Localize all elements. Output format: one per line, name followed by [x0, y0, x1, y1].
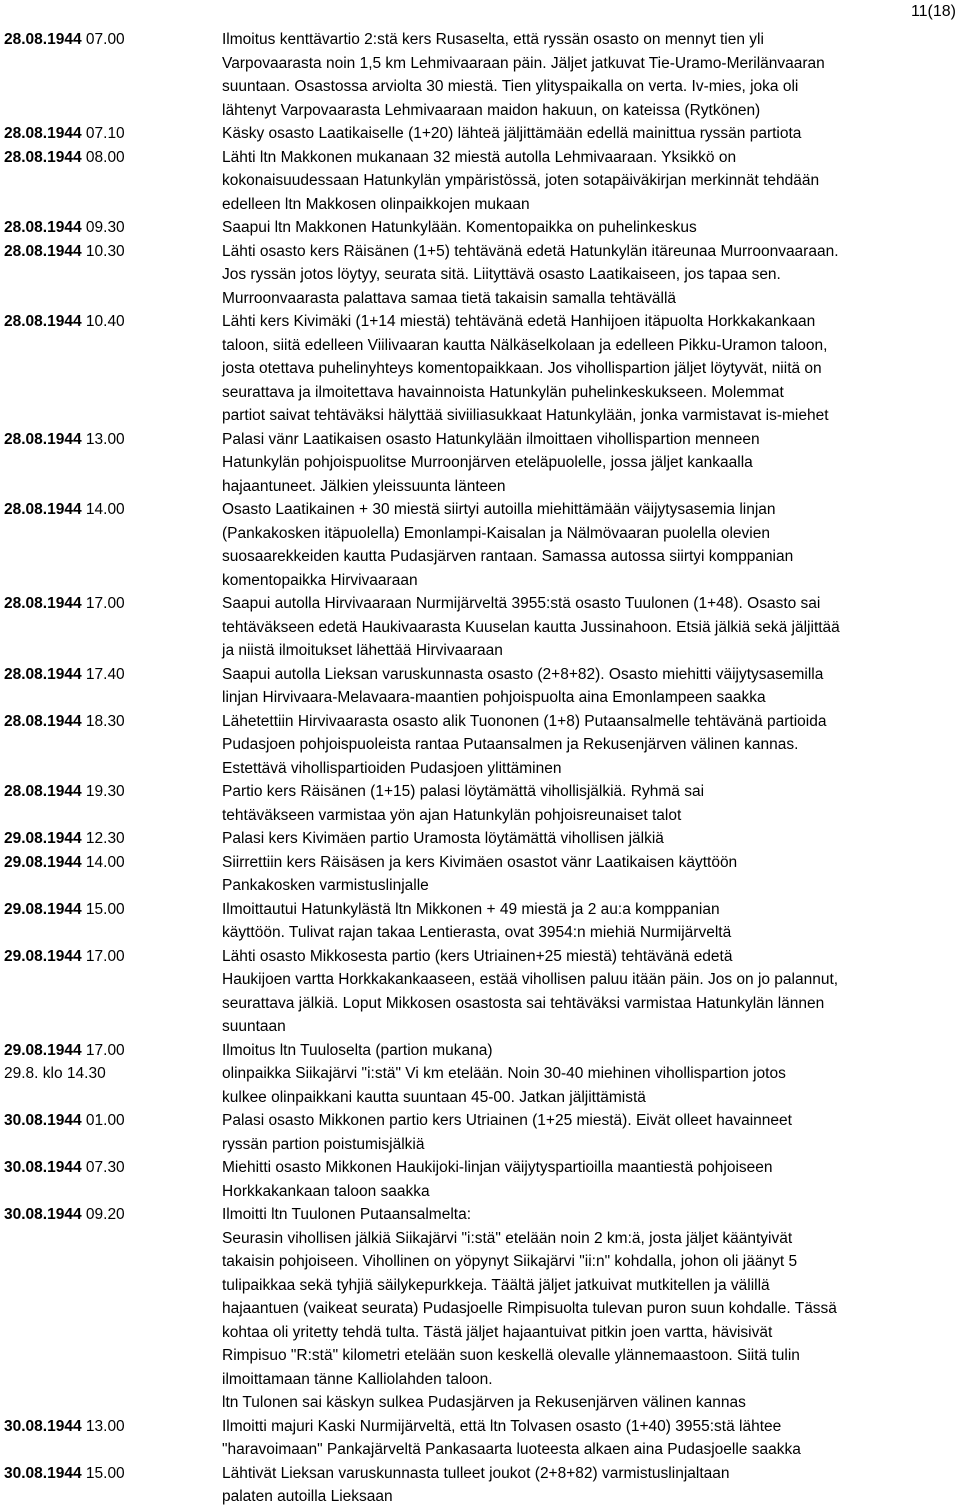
entry-date: 28.08.1944 [4, 219, 82, 236]
entry-text-line: hajaantuneet. Jälkien yleissuunta länteen [222, 477, 506, 495]
entry-text [222, 1156, 956, 1203]
entry-date: 28.08.1944 [4, 125, 82, 142]
entry-time: 17.00 [85, 947, 125, 965]
entry-text-line: taloon, siitä edelleen Viilivaaran kautta Nälkäselkolaan ja edelleen Pikku-Uramon taloon, [222, 336, 828, 354]
entry-date: 28.08.1944 [4, 430, 82, 448]
entry-date: 29.08.1944 [4, 947, 82, 965]
entry-time: 14.00 [85, 501, 125, 518]
entry-text-line: seurattava ja ilmoitettava havainnoista Hatunkylän puhelinkeskukseen. Molemmat [222, 383, 784, 401]
entry-text-line: Horkkakankaan taloon saakka [222, 1182, 430, 1200]
entry-text-line: (Pankakosken itäpuolella) Emonlampi-Kaisalan ja Nälmövaaran puolella olevien [222, 524, 770, 542]
entry-date: 28.08.1944 [4, 501, 82, 518]
page-number: 11(18) [910, 3, 956, 20]
entry-timestamp [4, 1462, 222, 1486]
entry-timestamp [4, 1415, 222, 1439]
entry-text-line: lähtenyt Varpovaarasta Lehmivaaraan maidon hakuun, on kateissa (Rytkönen) [222, 101, 761, 119]
entry-text-line: Ilmoitus ltn Tuuloselta (partion mukana) [222, 1041, 493, 1059]
log-entry [4, 1039, 956, 1063]
entry-text-line: Jos ryssän jotos löytyy, seurata sitä. Liityttävä osasto Laatikaiseen, jos tapaa sen. [222, 266, 781, 283]
entry-text [222, 498, 956, 592]
log-entry [4, 710, 956, 781]
entry-time: 15.00 [85, 1464, 125, 1482]
entry-text-line: Palasi vänr Laatikaisen osasto Hatunkylään ilmoittaen vihollispartion menneen [222, 430, 760, 448]
entry-time: 10.30 [85, 242, 125, 260]
entry-timestamp [4, 310, 222, 334]
entry-time: 15.00 [85, 900, 125, 918]
entry-text-line: Lähtivät Lieksan varuskunnasta tulleet joukot (2+8+82) varmistuslinjaltaan [222, 1464, 730, 1482]
entry-text-line: edelleen ltn Makkosen olinpaikkojen mukaan [222, 195, 530, 213]
log-entry [4, 28, 956, 122]
entry-time: 07.10 [85, 125, 125, 142]
entry-text-line: Pudasjoen pohjoispuoleista rantaa Putaansalmen ja Rekusenjärven välinen kannas. [222, 736, 799, 753]
entry-timestamp [4, 663, 222, 687]
entry-timestamp [4, 1062, 222, 1086]
entry-text-line: Haukijoen vartta Horkkakankaaseen, estää vihollisen paluu itään päin. Jos on jo palannut, [222, 971, 839, 988]
entry-timestamp [4, 216, 222, 240]
entry-text-line: olinpaikka Siikajärvi "i:stä" Vi km etelään. Noin 30-40 miehinen vihollispartion jotos [222, 1065, 786, 1082]
entry-timestamp [4, 146, 222, 170]
entry-time: 09.20 [85, 1206, 125, 1223]
log-entry [4, 310, 956, 428]
entry-text-line: käyttöön. Tulivat rajan takaa Lentierasta, ovat 3954:n miehiä Nurmijärveltä [222, 924, 732, 941]
log-entry [4, 146, 956, 217]
entry-text [222, 592, 956, 663]
entry-text-line: Ilmoitti majuri Kaski Nurmijärveltä, että ltn Tolvasen osasto (1+40) 3955:stä lähtee [222, 1417, 782, 1435]
entry-text-line: Pankakosken varmistuslinjalle [222, 877, 429, 894]
entry-date: 28.08.1944 [4, 313, 82, 330]
entry-time: 17.40 [85, 665, 125, 683]
entry-text-line: Ilmoittautui Hatunkylästä ltn Mikkonen + 49 miestä ja 2 au:a komppanian [222, 900, 720, 918]
entry-time: 08.00 [85, 148, 125, 166]
log-entry [4, 1062, 956, 1109]
entry-date: 29.08.1944 [4, 830, 82, 847]
entry-text-line: Lähti osasto Mikkosesta partio (kers Utriainen+25 miestä) tehtävänä edetä [222, 947, 733, 965]
log-entry [4, 945, 956, 1039]
entry-text-line: palaten autoilla Lieksaan [222, 1488, 393, 1505]
log-entry [4, 1156, 956, 1203]
log-entry [4, 1203, 956, 1415]
entry-date: 29.08.1944 [4, 1041, 82, 1059]
log-entry [4, 780, 956, 827]
entry-timestamp [4, 1039, 222, 1063]
entry-timestamp [4, 240, 222, 264]
entry-text [222, 710, 956, 781]
entry-text [222, 1462, 956, 1509]
entry-time: 07.00 [85, 31, 125, 48]
entry-text-line: Lähti osasto kers Räisänen (1+5) tehtävänä edetä Hatunkylän itäreunaa Murroonvaaraan. [222, 242, 839, 260]
entry-text-line: tehtäväkseen edetä Haukivaarasta Kuuselan kautta Jussinahoon. Etsiä jälkiä sekä jäljittää [222, 618, 840, 636]
entry-date: 30.08.1944 [4, 1206, 82, 1223]
entry-text-line: ryssän partion poistumisjälkiä [222, 1135, 425, 1153]
entry-text [222, 1062, 956, 1109]
entry-time: 14.30 [66, 1065, 106, 1082]
entry-text-line: suuntaan [222, 1018, 286, 1035]
entry-date: 29.08.1944 [4, 900, 82, 918]
entry-time: 17.00 [85, 1041, 125, 1059]
log-entry [4, 428, 956, 499]
entry-text [222, 827, 956, 851]
log-entry [4, 827, 956, 851]
entry-text-line: Varpovaarasta noin 1,5 km Lehmivaaraan päin. Jäljet jatkuvat Tie-Uramo-Merilänvaaran [222, 54, 825, 72]
log-entry [4, 851, 956, 898]
entry-text-line: josta otettava puhelinyhteys komentopaikkaan. Jos vihollispartion jäljet löytyvät, niitä on [222, 360, 822, 377]
entry-text [222, 945, 956, 1039]
entry-text-line: takaisin pohjoiseen. Vihollinen on yöpynyt Siikajärvi "ii:n" kohdalla, johon oli jäänyt 5 [222, 1253, 798, 1270]
entry-text [222, 780, 956, 827]
log-entry [4, 216, 956, 240]
entry-text [222, 146, 956, 217]
entry-text-line: tulipaikkaa sekä tyhjiä säilykepurkkeja. Täältä jäljet jatkuivat mutkitellen ja välillä [222, 1276, 770, 1294]
entry-timestamp [4, 898, 222, 922]
entry-timestamp [4, 780, 222, 804]
entry-date: 28.08.1944 [4, 31, 82, 48]
entry-text-line: suosaarekkeiden kautta Pudasjärven rantaan. Samassa autossa siirtyi komppanian [222, 548, 794, 565]
entry-text [222, 310, 956, 428]
entry-date: 28.08.1944 [4, 242, 82, 260]
entry-text [222, 28, 956, 122]
entry-text-line: Hatunkylän pohjoispuolitse Murroonjärven eteläpuolelle, jossa jäljet kankaalla [222, 454, 753, 471]
log-entry [4, 240, 956, 311]
entry-timestamp [4, 498, 222, 522]
entry-text [222, 1109, 956, 1156]
entry-time: 17.00 [85, 595, 125, 612]
entry-text-line: seurattava jälkiä. Loput Mikkosen osastosta sai tehtäväksi varmistaa Hatunkylän lännen [222, 994, 825, 1012]
entry-time: 14.00 [85, 853, 125, 871]
log-entry [4, 663, 956, 710]
entry-text [222, 240, 956, 311]
entry-time: 18.30 [85, 712, 125, 730]
entry-date: 28.08.1944 [4, 665, 82, 683]
entry-timestamp [4, 428, 222, 452]
entry-text-line: komentopaikka Hirvivaaraan [222, 571, 418, 589]
entry-text-line: suuntaan. Osastossa arviolta 30 miestä. Tien ylityspaikalla on verta. Iv-mies, joka oli [222, 78, 799, 95]
entry-date: 28.08.1944 [4, 148, 82, 166]
entry-text-line: Lähetettiin Hirvivaarasta osasto alik Tuononen (1+8) Putaansalmelle tehtävänä partioida [222, 712, 827, 730]
entry-text-line: Ilmoitus kenttävartio 2:stä kers Rusaselta, että ryssän osasto on mennyt tien yli [222, 31, 764, 48]
entry-text-line: kohtaa oli yritetty tehdä tulta. Tästä jäljet hajaantuivat pitkin joen vartta, hävisivät [222, 1323, 773, 1341]
entry-timestamp [4, 592, 222, 616]
entry-text [222, 898, 956, 945]
entry-timestamp [4, 122, 222, 146]
entry-date: 28.08.1944 [4, 712, 82, 730]
entry-text-line: Palasi kers Kivimäen partio Uramosta löytämättä vihollisen jälkiä [222, 830, 664, 847]
entry-text-line: Lähti ltn Makkonen mukanaan 32 miestä autolla Lehmivaaraan. Yksikkö on [222, 148, 737, 166]
entry-text-line: Estettävä vihollispartioiden Pudasjoen ylittäminen [222, 759, 562, 777]
entry-text-line: kokonaisuudessaan Hatunkylän ympäristössä, joten sotapäiväkirjan merkinnät tehdään [222, 172, 820, 189]
entry-text-line: hajaantuen (vaikeat seurata) Pudasjoelle Rimpisuolta tulevan puron suun kohdalle. Tässä [222, 1300, 837, 1317]
entry-text [222, 663, 956, 710]
entry-text-line: Siirrettiin kers Räisäsen ja kers Kivimäen osastot vänr Laatikaisen käyttöön [222, 853, 738, 871]
entry-time: 12.30 [85, 830, 125, 847]
entry-text-line: ilmoittamaan tänne Kalliolahden taloon. [222, 1370, 493, 1388]
entry-text-line: ltn Tulonen sai käskyn sulkea Pudasjärven ja Rekusenjärven välinen kannas [222, 1394, 746, 1411]
entry-text-line: "haravoimaan" Pankajärveltä Pankasaarta luoteesta alkaen aina Pudasjoelle saakka [222, 1441, 801, 1458]
entry-text-line: Miehitti osasto Mikkonen Haukijoki-linjan väijytyspartioilla maantiestä pohjoiseen [222, 1159, 773, 1176]
entry-time: 13.00 [85, 1417, 125, 1435]
entry-text-line: Lähti kers Kivimäki (1+14 miestä) tehtävänä edetä Hanhijoen itäpuolta Horkkakankaan [222, 313, 816, 330]
log-entry [4, 1462, 956, 1509]
entry-date: 29.8. klo [4, 1065, 63, 1082]
entry-timestamp [4, 851, 222, 875]
log-entry [4, 898, 956, 945]
entry-text-line: Murroonvaarasta palattava samaa tietä takaisin samalla tehtävällä [222, 289, 677, 307]
entry-date: 29.08.1944 [4, 853, 82, 871]
entry-timestamp [4, 827, 222, 851]
entry-text [222, 122, 956, 146]
entry-text-line: Osasto Laatikainen + 30 miestä siirtyi autoilla miehittämään väijytysasemia linjan [222, 501, 776, 518]
entry-timestamp [4, 710, 222, 734]
entry-text-line: tehtäväkseen varmistaa yön ajan Hatunkylän pohjoisreunaiset talot [222, 806, 682, 824]
entry-text-line: linjan Hirvivaara-Melavaara-maantien pohjoispuolta aina Emonlampeen saakka [222, 689, 766, 706]
entry-time: 10.40 [85, 313, 125, 330]
entry-text-line: Käsky osasto Laatikaiselle (1+20) lähteä jäljittämään edellä mainittua ryssän partiota [222, 125, 802, 142]
log-entry [4, 1109, 956, 1156]
entry-text-line: Saapui autolla Hirvivaaraan Nurmijärveltä 3955:stä osasto Tuulonen (1+48). Osasto sai [222, 595, 821, 612]
log-entry [4, 498, 956, 592]
log-entry [4, 592, 956, 663]
entry-text [222, 1203, 956, 1415]
entry-date: 30.08.1944 [4, 1112, 82, 1129]
entry-time: 19.30 [85, 783, 125, 800]
entry-date: 30.08.1944 [4, 1159, 82, 1176]
entry-date: 28.08.1944 [4, 783, 82, 800]
entry-text-line: Partio kers Räisänen (1+15) palasi löytämättä vihollisjälkiä. Ryhmä sai [222, 783, 705, 800]
entry-text-line: ja niistä ilmoitukset lähettää Hirvivaaraan [222, 642, 503, 659]
entry-timestamp [4, 945, 222, 969]
entry-text [222, 851, 956, 898]
entry-text [222, 216, 956, 240]
entry-timestamp [4, 1109, 222, 1133]
entry-text-line: partiot saivat tehtäväksi hälyttää siviiliasukkaat Hatunkylään, jonka varmistavat is-miehet [222, 407, 829, 424]
entry-text-line: Ilmoitti ltn Tuulonen Putaansalmelta: [222, 1206, 471, 1223]
entry-text-line: Saapui ltn Makkonen Hatunkylään. Komentopaikka on puhelinkeskus [222, 219, 697, 236]
log-entry [4, 122, 956, 146]
entry-text [222, 1039, 956, 1063]
entry-date: 28.08.1944 [4, 595, 82, 612]
entry-time: 01.00 [85, 1112, 125, 1129]
entry-timestamp [4, 1156, 222, 1180]
log-entry [4, 1415, 956, 1462]
entry-timestamp [4, 1203, 222, 1227]
entry-text-line: kulkee olinpaikkani kautta suuntaan 45-00. Jatkan jäljittämistä [222, 1088, 646, 1106]
entry-text-line: Seurasin vihollisen jälkiä Siikajärvi "i:stä" etelään noin 2 km:ä, josta jäljet kääntyivät [222, 1229, 793, 1247]
entry-time: 07.30 [85, 1159, 125, 1176]
entry-text [222, 428, 956, 499]
war-diary-log [4, 28, 956, 1509]
entry-date: 30.08.1944 [4, 1417, 82, 1435]
entry-timestamp [4, 28, 222, 52]
entry-text [222, 1415, 956, 1462]
entry-time: 09.30 [85, 219, 125, 236]
entry-text-line: Saapui autolla Lieksan varuskunnasta osasto (2+8+82). Osasto miehitti väijytysasemilla [222, 665, 824, 683]
entry-date: 30.08.1944 [4, 1464, 82, 1482]
entry-text-line: Rimpisuo "R:stä" kilometri etelään suon keskellä olevalle ylännemaastoon. Siitä tulin [222, 1347, 800, 1364]
entry-time: 13.00 [85, 430, 125, 448]
entry-text-line: Palasi osasto Mikkonen partio kers Utriainen (1+25 miestä). Eivät olleet havainneet [222, 1112, 792, 1129]
